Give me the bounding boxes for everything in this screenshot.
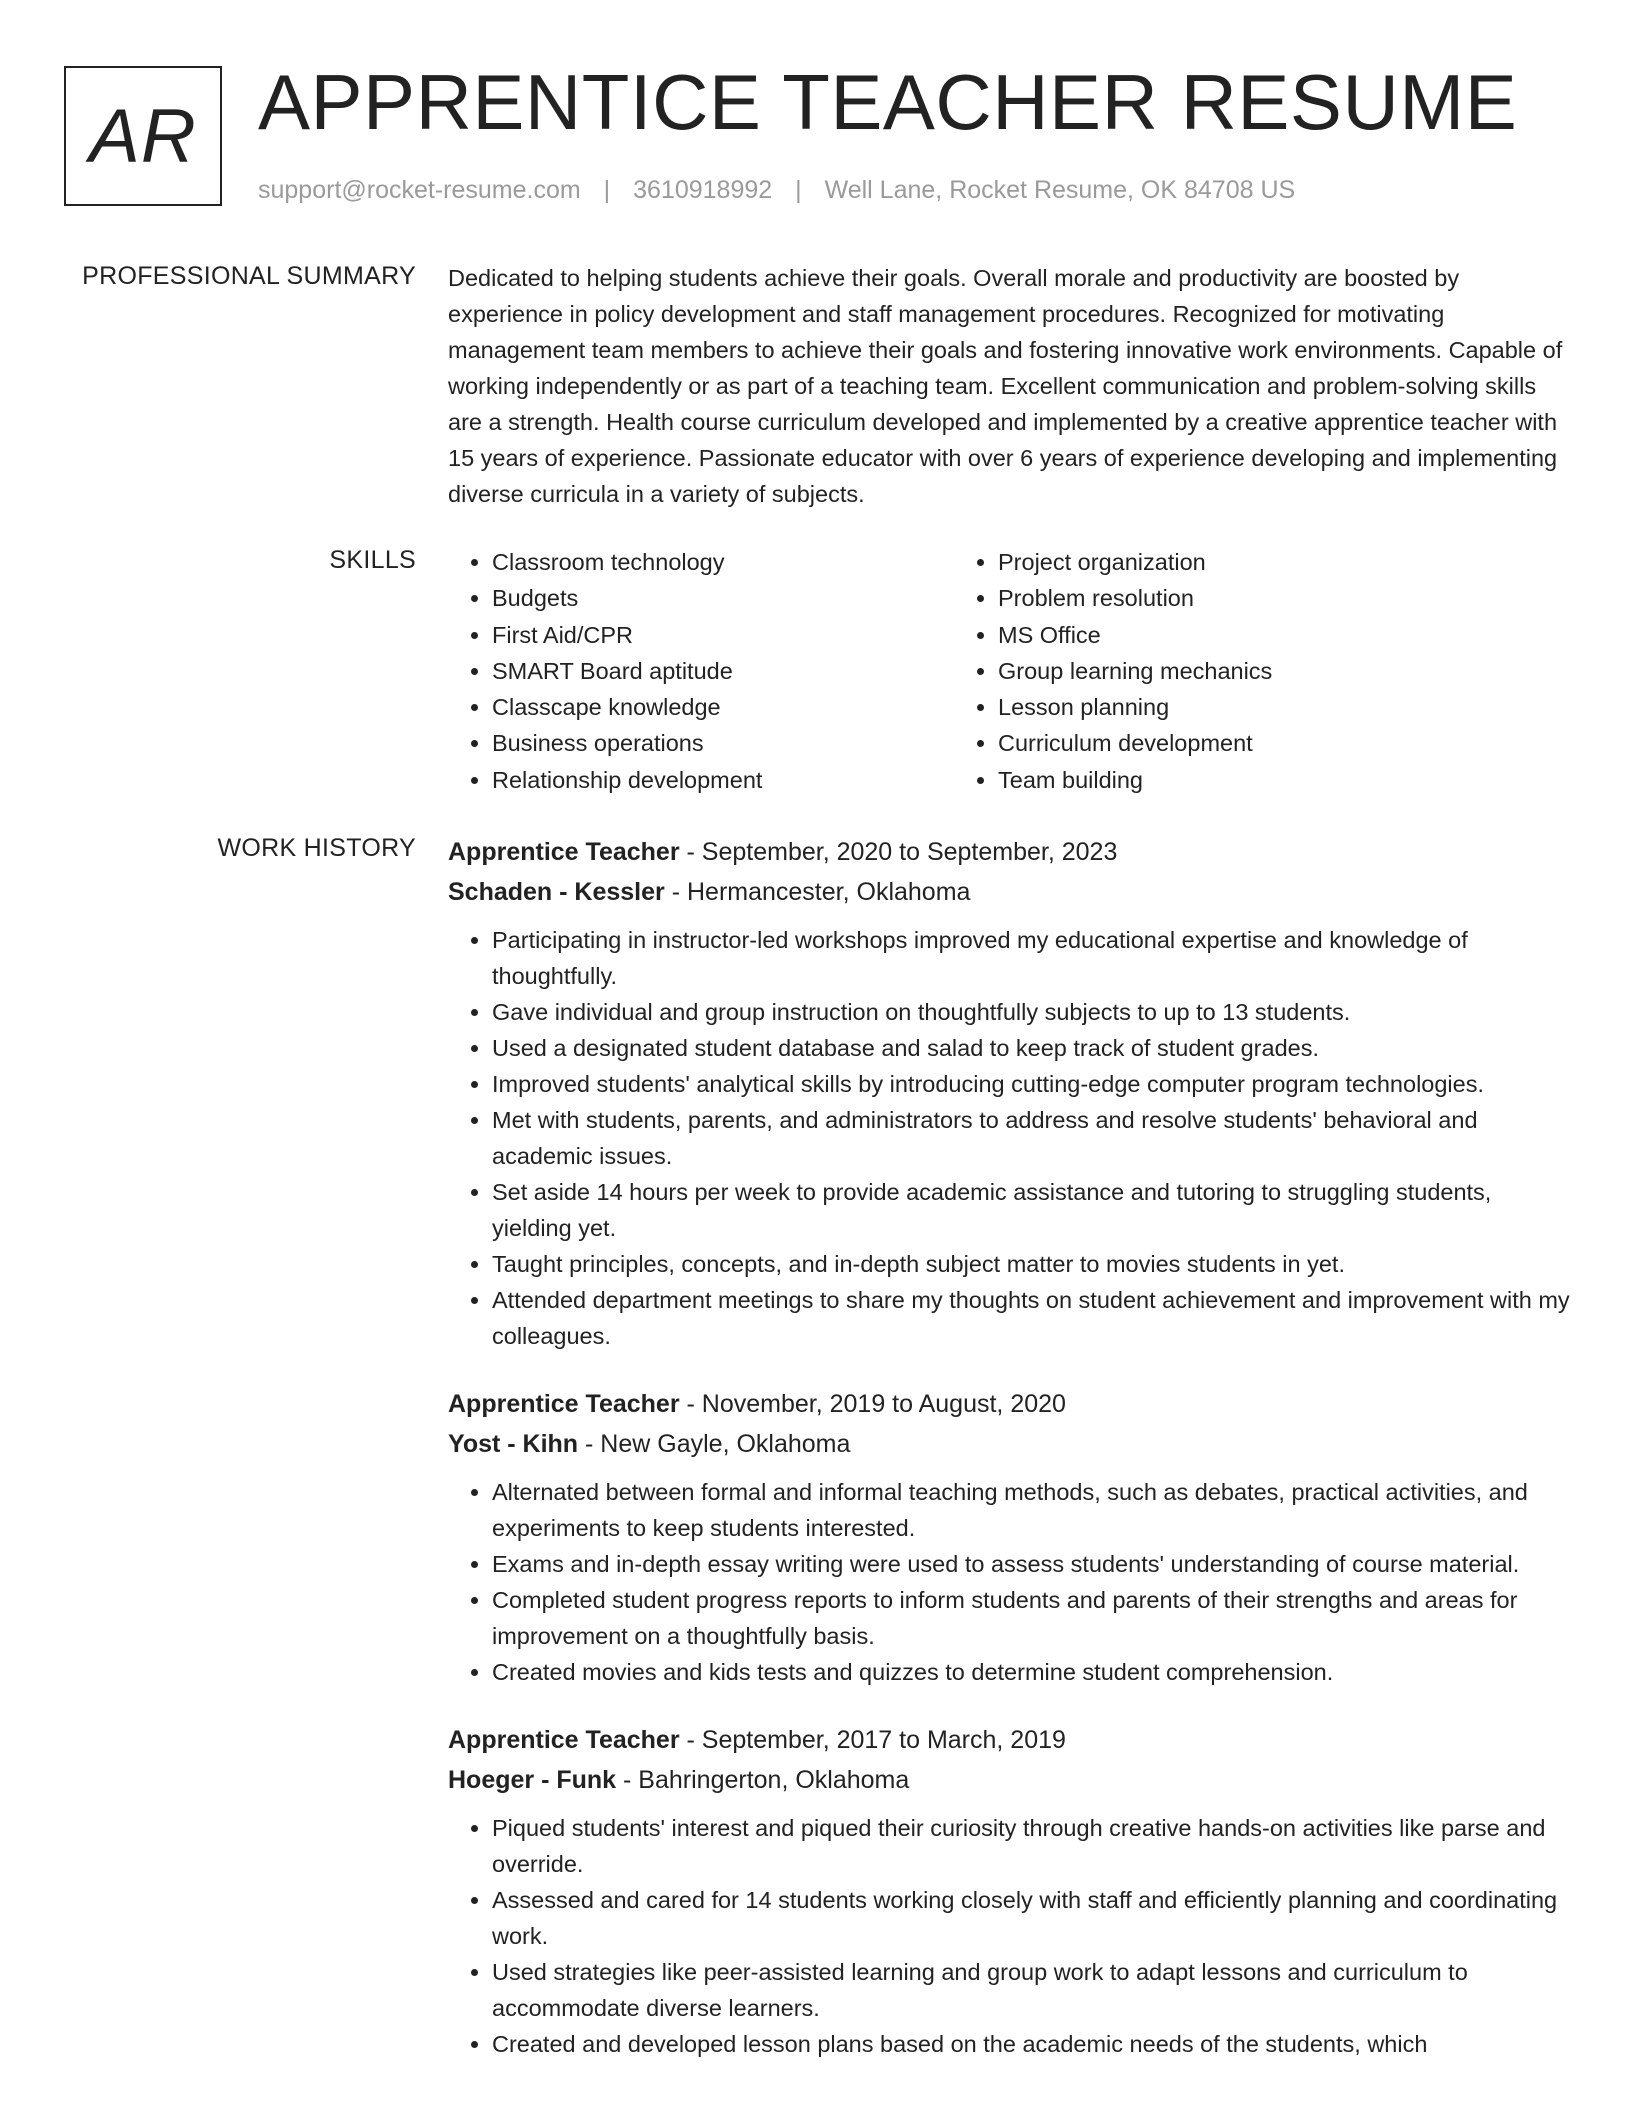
skill-item: • Business operations [492, 725, 954, 761]
job-bullet: • Improved students' analytical skills by introducing cutting-edge computer program technologies. [492, 1066, 1572, 1102]
job-company: Schaden - Kessler [448, 878, 665, 906]
job-bullets [448, 1810, 1572, 2062]
job-bullet: • Completed student progress reports to inform students and parents of their strengths and areas for improvement on a thoughtfully basis. [492, 1582, 1572, 1654]
contact-separator: | [795, 176, 802, 204]
skill-item: • Classcape knowledge [492, 689, 954, 725]
job-title-line [448, 832, 1572, 872]
job-company-line [448, 1424, 1572, 1464]
job-dates: - November, 2019 to August, 2020 [686, 1390, 1066, 1418]
skill-item: • Lesson planning [998, 689, 1460, 725]
skill-item: • First Aid/CPR [492, 617, 954, 653]
job-entry [448, 1384, 1572, 1690]
job-bullet: • Gave individual and group instruction on thoughtfully subjects to up to 13 students. [492, 994, 1572, 1030]
job-dates: - September, 2020 to September, 2023 [686, 838, 1118, 866]
skill-item: • MS Office [998, 617, 1460, 653]
job-bullet: • Participating in instructor-led workshops improved my educational expertise and knowledge of thoughtfully. [492, 922, 1572, 994]
resume-title: APPRENTICE TEACHER RESUME [258, 58, 1518, 146]
job-bullet: • Created and developed lesson plans based on the academic needs of the students, which [492, 2026, 1572, 2062]
job-company-line [448, 872, 1572, 912]
job-bullet: • Assessed and cared for 14 students working closely with staff and efficiently planning and coordinating work. [492, 1882, 1572, 1954]
job-location: - New Gayle, Oklahoma [585, 1430, 851, 1458]
skills-body [448, 544, 1572, 798]
skill-item: • Project organization [998, 544, 1460, 580]
job-entry [448, 832, 1572, 1354]
contact-line [258, 176, 1295, 205]
skill-item: • Relationship development [492, 762, 954, 798]
job-company: Yost - Kihn [448, 1430, 579, 1458]
job-bullet: • Met with students, parents, and administrators to address and resolve students' behavioral and academic issues. [492, 1102, 1572, 1174]
skill-item: • Classroom technology [492, 544, 954, 580]
contact-phone: 3610918992 [633, 176, 773, 204]
job-title-line [448, 1384, 1572, 1424]
contact-email: support@rocket-resume.com [258, 176, 581, 204]
monogram-initials: AR [89, 93, 197, 179]
job-title: Apprentice Teacher [448, 838, 680, 866]
skill-item: • Group learning mechanics [998, 653, 1460, 689]
job-bullet: • Exams and in-depth essay writing were used to assess students' understanding of course material. [492, 1546, 1572, 1582]
work-history-body [448, 832, 1572, 2092]
contact-address: Well Lane, Rocket Resume, OK 84708 US [824, 176, 1296, 204]
job-title: Apprentice Teacher [448, 1726, 680, 1754]
skill-item: • Team building [998, 762, 1460, 798]
job-bullet: • Used a designated student database and salad to keep track of student grades. [492, 1030, 1572, 1066]
job-bullet: • Set aside 14 hours per week to provide academic assistance and tutoring to struggling students, yielding yet. [492, 1174, 1572, 1246]
job-bullets [448, 1474, 1572, 1690]
skills-list-left [448, 544, 954, 798]
job-location: - Hermancester, Oklahoma [671, 878, 971, 906]
skill-item: • Problem resolution [998, 580, 1460, 616]
skills-heading: SKILLS [329, 546, 416, 574]
contact-separator: | [603, 176, 611, 204]
job-title: Apprentice Teacher [448, 1390, 680, 1418]
summary-heading: PROFESSIONAL SUMMARY [82, 262, 416, 290]
job-entry [448, 1720, 1572, 2062]
job-bullet: • Used strategies like peer-assisted learning and group work to adapt lessons and curriculum to accommodate diverse learners. [492, 1954, 1572, 2026]
job-bullet: • Created movies and kids tests and quizzes to determine student comprehension. [492, 1654, 1572, 1690]
work-history-heading: WORK HISTORY [217, 834, 416, 862]
job-company-line [448, 1760, 1572, 1800]
skill-item: • SMART Board aptitude [492, 653, 954, 689]
job-bullet: • Alternated between formal and informal teaching methods, such as debates, practical activities, and experiments to keep students interested. [492, 1474, 1572, 1546]
job-title-line [448, 1720, 1572, 1760]
job-company: Hoeger - Funk [448, 1766, 617, 1794]
skill-item: • Budgets [492, 580, 954, 616]
job-bullet: • Attended department meetings to share my thoughts on student achievement and improvement with my colleagues. [492, 1282, 1572, 1354]
skills-list-right [954, 544, 1460, 798]
job-dates: - September, 2017 to March, 2019 [686, 1726, 1066, 1754]
skill-item: • Curriculum development [998, 725, 1460, 761]
job-bullets [448, 922, 1572, 1354]
summary-text: Dedicated to helping students achieve their goals. Overall morale and productivity are boosted by experience in policy development and staff management procedures. Recognized for motivating management team members to achieve their goals and fostering innovative work environments. Capable of working independently or as part of a teaching team. Excellent communication and problem-solving skills are a strength. Health course curriculum developed and implemented by a creative apprentice teacher with 15 years of experience. Passionate educator with over 6 years of experience developing and implementing diverse curricula in a variety of subjects. [448, 265, 1563, 507]
job-bullet: • Piqued students' interest and piqued their curiosity through creative hands-on activities like parse and override. [492, 1810, 1572, 1882]
monogram-logo [64, 66, 222, 206]
job-bullet: • Taught principles, concepts, and in-depth subject matter to movies students in yet. [492, 1246, 1572, 1282]
job-location: - Bahringerton, Oklahoma [623, 1766, 910, 1794]
